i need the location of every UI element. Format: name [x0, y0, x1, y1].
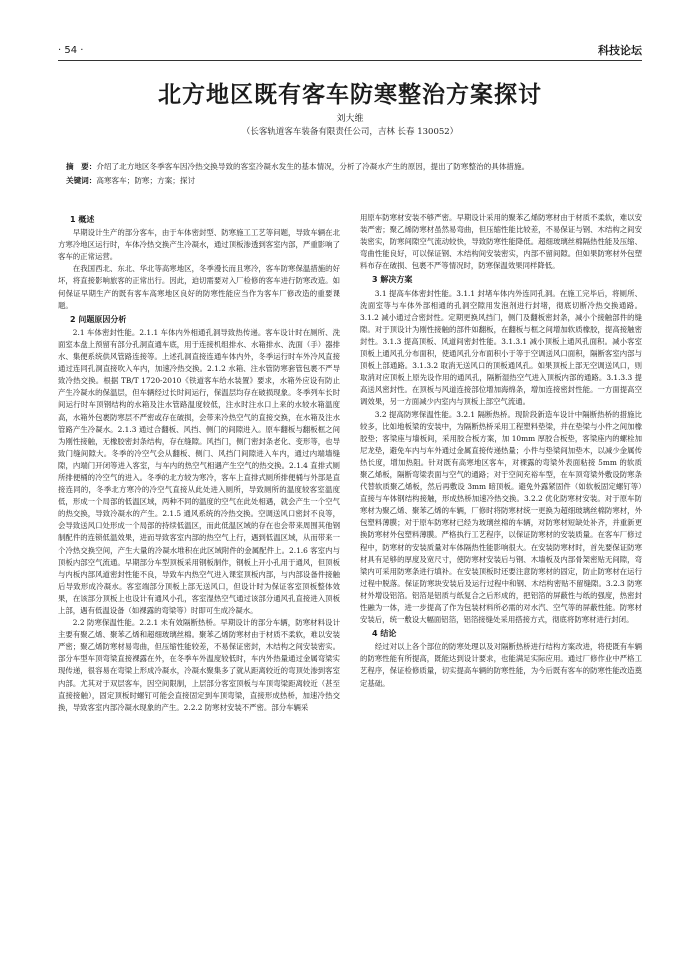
- journal-name: 科技论坛: [598, 44, 642, 57]
- section-heading: 4 结论: [372, 629, 397, 639]
- section-heading: 1 概述: [70, 215, 95, 224]
- abstract-label: 摘 要：: [66, 162, 97, 171]
- body-paragraph: 早期设计生产的部分客车，由于车体密封型、防寒施工工艺等问题，导致车辆在北方寒冷地区运行时，车体冷热交换产生冷凝水，通过顶板渗透到客室内部，严重影响了客车的正常运营。: [58, 228, 340, 262]
- left-column: [58, 212, 340, 714]
- body-paragraph: 经过对以上各个部位的防寒处理以及对隔断热桥进行结构方案改进，将使既有车辆的防寒性能有所提高，既能达到设计要求，也能满足实际应用。通过厂修作业中严格工艺程序，保证检修质量，切实提高车辆的防寒性能，为今后既有客车的防寒性能改造奠定基础。: [360, 642, 642, 688]
- body-paragraph: 3.2 提高防寒保温性能。3.2.1 隔断热桥。现阶段新造车设计中隔断热桥的措施比较多，比如地板梁的安装中，为隔断热桥采用工程塑料垫梁，并在垫梁与小件之间加橡胶垫；客梁座与墙板间，采用胶合板方案，加 10mm 厚胶合板垫，客梁座内的螺栓加尼龙垫，避免车内与车外通过金属直接传递热量；小件与垫梁间加垫木，以减少金属传热长度，增加热阻。针对既有高寒地区客车，对裸露的弯梁外表面粘接 5mm 的软质聚乙烯板，隔断弯梁表面与空气的通路；对于空间充裕车型，在车顶弯梁外敷设防寒条代替软质聚乙烯板，然后再敷设 3mm 暗顶板。避免外露紧固件（如软板固定螺钉等）直接与车体钢结构接触，形成热桥加速冷热交换。3.2.2 优化防寒材安装。对于原车防寒材为聚乙烯、聚苯乙烯的车辆，厂修时将防寒材统一更换为超细玻璃丝棉防寒材，外包塑料薄膜；对于原车防寒材已经为玻璃丝棉的车辆，对防寒材短缺处补齐，并重新更换防寒材外包塑料薄膜。严格执行工艺程序，以保证防寒材的安装质量。在客车厂修过程中，防寒材的安装质量对车体隔热性能影响很大。在安装防寒材时，首先要保证防寒材具有足够的厚度及宽尺寸，使防寒材安装后与钢、木墙板及内部骨架密贴无间隙，弯梁内可采用防寒条进行填补。在安装顶板时还要注意防寒材的固定，防止防寒材在运行过程中脱落。保证防寒块安装后及运行过程中和钢、木结构密贴不留缝隙。3.2.3 防寒材外增设铝箔。铝箔是铝质与纸复合之后形成的，把铝箔的屏蔽性与纸的强度，热密封性融为一体，进一步提高了作为包装材料所必需的对水汽、空气等的屏蔽性能。防寒材安装后，统一敷设大幅面铝箔，铝箔接缝处采用搭接方式，彻底将防寒材进行封闭。: [360, 409, 642, 625]
- section-heading: 2 问题原因分析: [70, 314, 127, 324]
- body-paragraph: 3.1 提高车体密封性能。3.1.1 封堵车体内外连同孔洞。在施工完毕后，将厕所、洗面室等与车体外部相通的孔洞空隙用发泡剂进行封堵，彻底切断冷热交换通路。3.1.2 减小通过合密封性。定期更换风挡门，侧门及翻板密封条，减小个接触部件的缝隙。对于顶设计为刚性接触的部件如翻板，在翻板与框之间增加软质橡胶，提高接触密封性。3.1.3 提高顶板、风道间密封性能。3.1.3.1 减小顶板上通风孔面积。减小客室顶板上通风孔分布面积，使通风孔分布面积小于等于空调送风口面积，隔断客室内部与顶板上部通路。3.1.3.2 取消无送风口的顶板通风孔。如果顶板上部无空调送风口，则取消对应顶板上原先设作用的通风孔，隔断湿热空气进入顶板内部的通路。3.1.3.3 提高送风密封性。在顶板与风道连接部位增加海绵条，增加连接密封性能。一方面提高空调效果，另一方面减少内室内与顶板上部空气流通。: [360, 288, 642, 407]
- keywords-text: 高寒客车；防寒；方案；探讨: [96, 176, 196, 185]
- keywords: [66, 174, 634, 188]
- header-rule: [58, 60, 642, 61]
- body-paragraph: 用原车防寒材安装不够严密。早期设计采用的聚苯乙烯防寒材由于材质不柔软，难以安装严密；聚乙烯防寒材虽然易弯曲，但压缩性能比较差，不易保证与钢、木结构之间安装密实，防寒间隙空气流动较快，导致防寒性能降低。超细玻璃丝棉隔热性能及压缩、弯曲性能良好，可以保证钢、木结构间安装密实，内部不留间隙。但如果防寒材外包塑料布存在破损、包裹不严等情况时，防寒保温效果同样降低。: [360, 213, 642, 271]
- page-number: · 54 ·: [58, 44, 84, 56]
- abstract: [66, 160, 634, 174]
- affiliation: （长客轨道客车装备有限责任公司，吉林 长春 130052）: [241, 127, 459, 137]
- abstract-text: 介绍了北方地区冬季客车因冷热交换导致的客室冷凝水发生的基本情况，分析了冷凝水产生的原因，提出了防寒整治的具体措施。: [96, 162, 530, 171]
- body-paragraph: 2.1 车体密封性能。2.1.1 车体内外相通孔洞导致热传递。客车设计时在厕所、洗面室本盘上预留有部分孔洞直通车底，用于连接机组排水、水箱排水、洗面（手）器排水、集便系统供风管路连接等。上述孔洞直接连通车体内外，冬季运行时车外冷风直接通过连同孔洞直接吹入车内，加速冷热交换。2.1.2 水箱、注水管防寒套管包裹不严导致冷热交换。根据 TB/T 1720-2010《铁道客车给水装置》要求，水箱外应设有防止产生冷凝水的保温层，但车辆经过长时间运行，保温层均存在破损现象。冬季列车长时间运行时车顶钢结构的水箱及注水管路温度较低，注水时注水口上来的水较水箱温度高，水箱外包裹防寒层不严密或存在破损，会带来冷热空气的直接交换，在水箱及注水管路产生冷凝水。2.1.3 通过合翻板、风挡、侧门的间隙进入。原车翻板与翻板框之间为刚性接触，无橡胶密封条结构，存在缝隙。风挡门，侧门密封条老化、变形等，也导致门缝间隙大。冬季的冷空气会从翻板、侧门、风挡门间隙进入车内，通过内端墙缝隙，内端门开闭等进入客室，与车内的热空气相遇产生空气的热交换。2.1.4 直排式厕所排便桶的冷空气的进入。冬季的北方较为寒冷，客车上直排式厕所排便桶与外部是直接连同的，冬季北方寒冷的冷空气直接从此处进入厕所，导致厕所的温度较客室温度低，形成一个局部的低温区域，两种不同的温度的空气在此处相遇，就会产生一个空气的热交换，导致冷凝水的产生。2.1.5 通风系统的冷热交换。空调送风口密封不良等，会导致送风口处形成一个局部的持续低温区，而此低温区域的存在也会带来周围其他钢制配件的连锁低温效果，进而导致客室内部的热空气上行，遇到低温区域，从而带来一个冷热交换空间，产生大量的冷凝水堆积在此区域附件的金属配件上。2.1.6 客室内与顶板内部空气流通。早期部分车型顶板采用钢板制作，钢板上开小孔用于通风，但顶板与内板内部风道密封性能不良，导致车内热空气进入课室顶板内部，与内部设备件接触后导致形成冷凝水。客室端部分顶板上部无送风口，但设计时为保证客室顶板整体效果，在该部分顶板上也设计有通风小孔，客室湿热空气通过该部分通风孔直接进入顶板上部，遇有低温设备（如裸露的弯梁等）时即可生成冷凝水。: [58, 327, 340, 615]
- abstract-block: [66, 160, 634, 188]
- right-column: [360, 212, 642, 690]
- body-paragraph: 2.2 防寒保温性能。2.2.1 未有效隔断热桥。早期设计的部分车辆，防寒材料设计主要有聚乙烯、聚苯乙烯和超细玻璃丝棉。聚苯乙烯防寒材由于材质不柔软，难以安装严密；聚乙烯防寒材易弯曲，但压缩性能较差，不易保证密封，木结构之间安装密实。部分车型车顶弯梁直接裸露在外，在冬季车外温度较低时，车内外热量通过金属弯梁实现传递，很容易在弯梁上形成冷凝水，冷凝水聚集多了就从距离较近的弯顶处渗到客室内部。尤其对于双层客车，因空间限制，上层部分客室顶板与车顶弯梁距离较近（甚至直接接触），固定顶板时螺钉可能会直接固定到车顶弯梁，直接形成热桥，加速冷热交换，导致客室内部冷凝水现象的产生。2.2.2 防寒材安装不严密。部分车辆采: [58, 618, 340, 712]
- author: 刘大维: [336, 114, 364, 124]
- running-header: [58, 38, 642, 62]
- section-heading: 3 解决方案: [372, 275, 413, 285]
- article-title: 北方地区既有客车防寒整治方案探讨: [158, 82, 542, 108]
- keywords-label: 关键词：: [66, 176, 97, 185]
- body-paragraph: 在我国西北、东北、华北等高寒地区，冬季漫长而且寒冷，客车防寒保温措施的好坏，将直接影响旅客的正常出行。因此，迫切需要对入厂检修的客车进行防寒改造。如何保证早期生产的既有客车高寒地区良好的防寒性能应当作为客车厂修改造的重要课题。: [58, 264, 340, 310]
